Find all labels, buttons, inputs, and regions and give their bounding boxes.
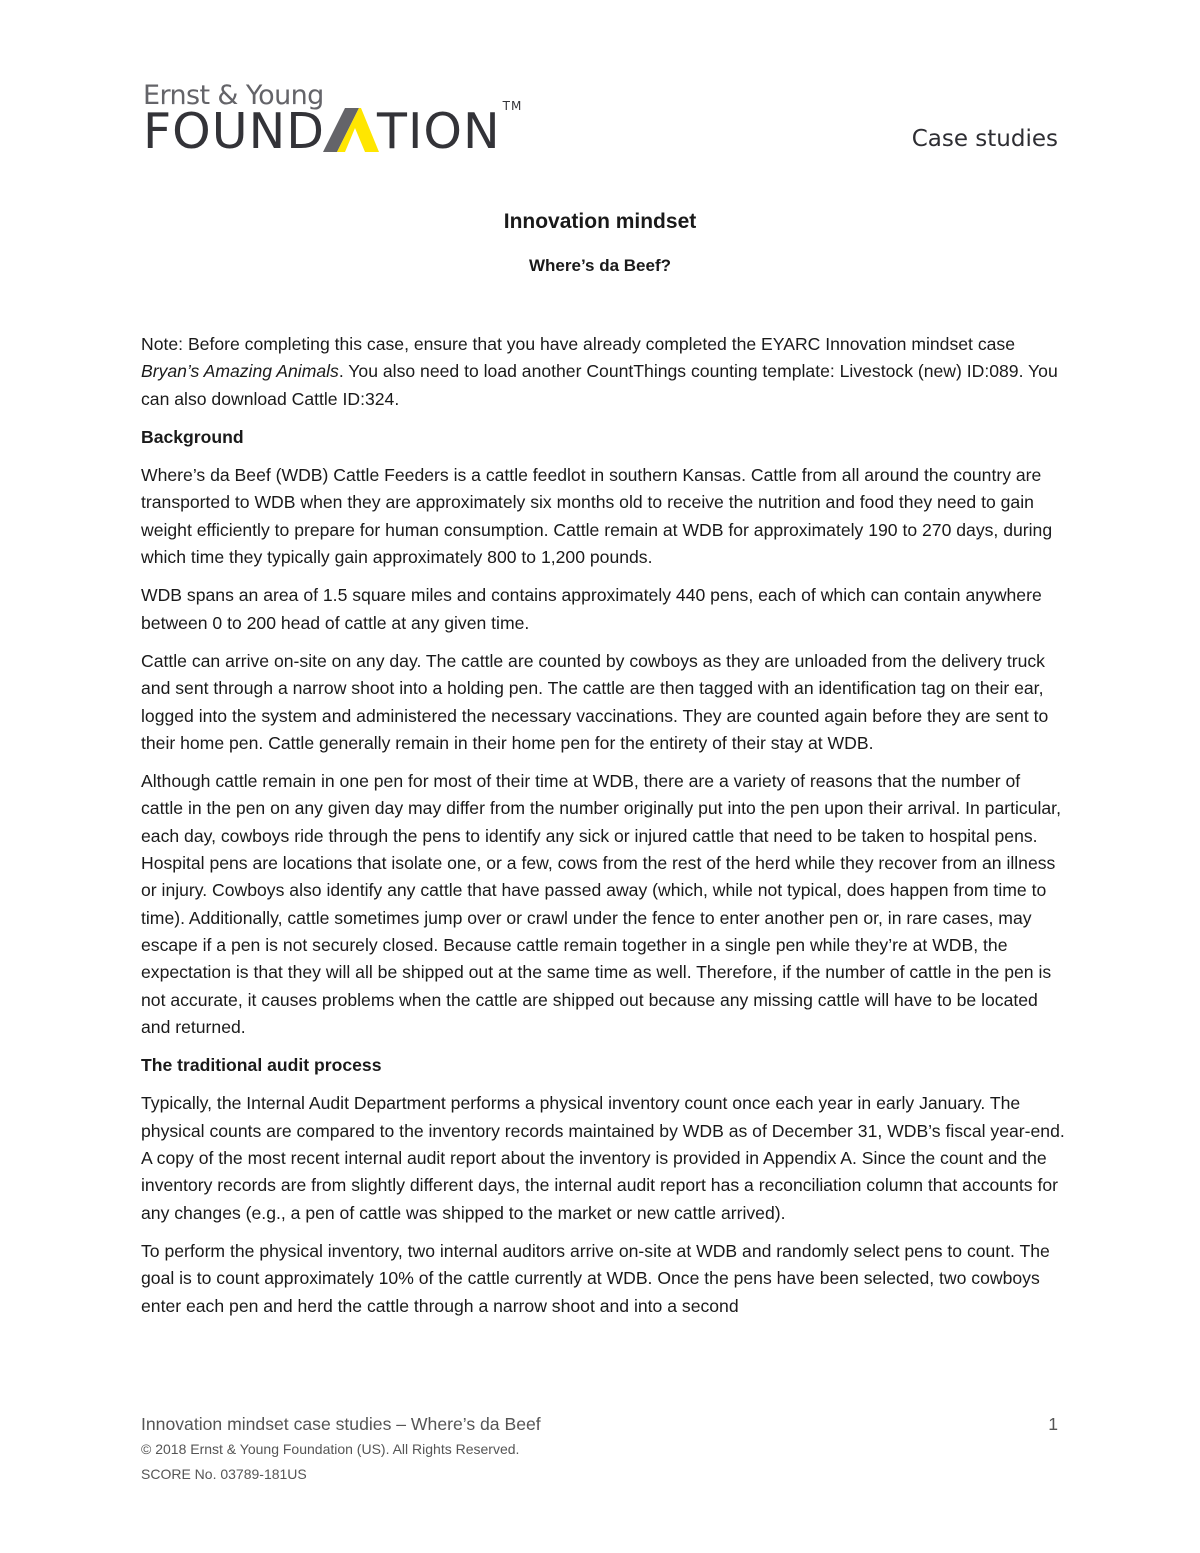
note-case-title: Bryan’s Amazing Animals	[141, 361, 339, 382]
audit-paragraph-1: Typically, the Internal Audit Department performs a physical inventory count once each year in early January. The physical counts are compared to the inventory records maintained by WDB as of December 31, WDB’s fiscal year-end. A copy of the most recent internal audit report about the inventory is provided in Appendix A. Since the count and the inventory records are from slightly different days, the internal audit report has a reconciliation column that accounts for any changes (e.g., a pen of cattle was shipped to the market or new cattle arrived).	[141, 1093, 1065, 1223]
logo-found-text: FOUND	[143, 103, 326, 160]
background-heading: Background	[141, 426, 244, 447]
audit-process-heading: The traditional audit process	[141, 1055, 382, 1076]
footer-copyright: © 2018 Ernst & Young Foundation (US). All Rights Reserved.	[141, 1441, 520, 1457]
document-subtitle: Where’s da Beef?	[528, 256, 672, 275]
ey-foundation-logo	[143, 80, 523, 160]
background-paragraph-3: Cattle can arrive on-site on any day. The cattle are counted by cowboys as they are unloaded from the delivery truck and sent through a narrow shoot into a holding pen. The cattle are then tagged with an identification tag on their ear, logged into the system and administered the necessary vaccinations. They are counted again before they are sent to their home pen. Cattle generally remain in their home pen for the entirety of their stay at WDB.	[141, 650, 1049, 753]
logo-foundation-wordmark	[143, 99, 523, 160]
background-paragraph-4: Although cattle remain in one pen for most of their time at WDB, there are a variety of reasons that the number of cattle in the pen on any given day may differ from the number originally put into the pen upon their arrival. In particular, each day, cowboys ride through the pens to identify any sick or injured cattle that need to be taken to hospital pens. Hospital pens are locations that isolate one, or a few, cows from the rest of the herd while they recover from an illness or injury. Cowboys also identify any cattle that have passed away (which, while not typical, does happen from time to time). Additionally, cattle sometimes jump over or crawl under the fence to enter another pen or, in rare cases, may escape if a pen is not securely closed. Because cattle remain together in a single pen while they’re at WDB, the expectation is that they will all be shipped out at the same time as well. Therefore, if the number of cattle in the pen is not accurate, it causes problems when the cattle are shipped out because any missing cattle will have to be located and returned.	[141, 771, 1061, 1037]
logo-trademark: TM	[502, 99, 523, 113]
background-paragraph-2: WDB spans an area of 1.5 square miles and contains approximately 440 pens, each of which can contain anywhere between 0 to 200 head of cattle at any given time.	[141, 585, 1042, 633]
document-body	[141, 331, 1066, 1331]
logo-ernst-young-text: Ernst & Young	[143, 80, 324, 111]
logo-a-beam-icon	[323, 108, 379, 152]
page-footer	[141, 1411, 1058, 1487]
footer-document-name: Innovation mindset case studies – Where’s da Beef	[141, 1414, 541, 1434]
background-paragraph-1: Where’s da Beef (WDB) Cattle Feeders is a cattle feedlot in southern Kansas. Cattle from all around the country are transported to WDB when they are approximately six months old to receive the nutrition and food they need to gain weight efficiently to prepare for human consumption. Cattle remain at WDB for approximately 190 to 270 days, during which time they typically gain approximately 800 to 1,200 pounds.	[141, 465, 1053, 568]
document-title: Innovation mindset	[503, 210, 697, 233]
note-text-start: Note: Before completing this case, ensure that you have already completed the EYARC Innovation mindset case	[141, 334, 1015, 354]
audit-paragraph-2: To perform the physical inventory, two internal auditors arrive on-site at WDB and randomly select pens to count. The goal is to count approximately 10% of the cattle currently at WDB. Once the pens have been selected, two cowboys enter each pen and herd the cattle through a narrow shoot and into a second	[141, 1240, 1050, 1316]
footer-title-row	[141, 1411, 1058, 1437]
logo-tion-text: TION	[377, 103, 501, 160]
footer-score-number: SCORE No. 03789-181US	[141, 1466, 307, 1482]
section-label: Case studies	[911, 126, 1058, 152]
note-text-end: . You also need to load another CountThings counting template: Livestock (new) ID:089. You can also download Cattle ID:324.	[141, 361, 1058, 409]
footer-page-number: 1	[1048, 1414, 1058, 1434]
note-paragraph	[141, 331, 1066, 413]
